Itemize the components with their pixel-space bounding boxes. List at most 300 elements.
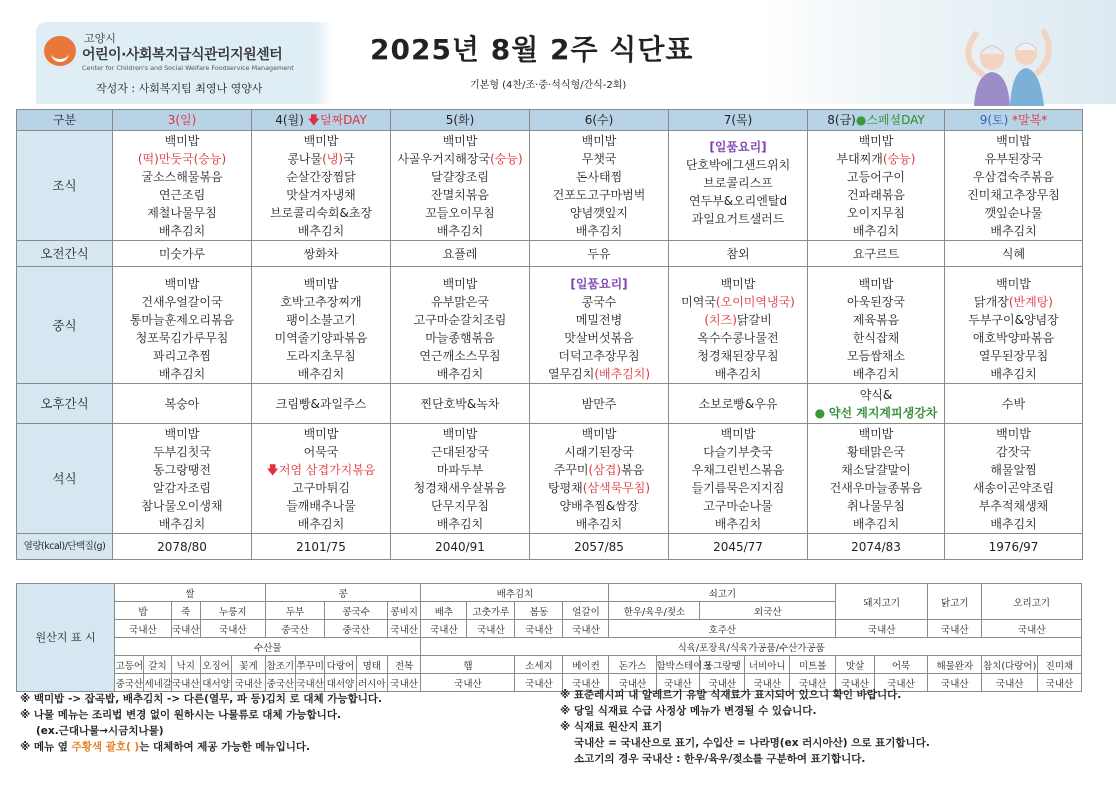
origin-value: 국내산 xyxy=(874,674,927,692)
origin-item: 고춧가루 xyxy=(467,602,515,620)
day-header xyxy=(669,110,808,131)
origin-row-5 xyxy=(17,656,1082,674)
origin-value: 국내산 xyxy=(171,620,200,638)
menu-item: 건파래볶음 xyxy=(847,188,905,202)
origin-group: 쇠고기 xyxy=(609,584,836,602)
menu-item: 청경채새우살볶음 xyxy=(413,481,507,495)
menu-item: 백미밥 xyxy=(996,277,1031,291)
menu-item: 백미밥 xyxy=(996,427,1031,441)
pm-snack-row xyxy=(17,384,1083,424)
origin-value: 국내산 xyxy=(232,674,265,692)
origin-item: 너비아니 xyxy=(745,656,790,674)
menu-item: 어묵국 xyxy=(303,445,339,459)
note: (ex.근대나물→시금치나물) xyxy=(36,725,164,737)
origin-value: 국내산 xyxy=(836,620,928,638)
menu-item-text: 저염 삼겹가지볶음 xyxy=(278,463,376,477)
menu-cell xyxy=(669,424,808,534)
meal-label: 오후간식 xyxy=(17,384,113,424)
origin-group: 배추김치 xyxy=(421,584,609,602)
menu-item: 우채그린빈스볶음 xyxy=(691,463,785,477)
menu-item: 배추김치 xyxy=(158,517,206,531)
note-part: ※ 메뉴 옆 xyxy=(20,741,68,753)
origin-group: 오리고기 xyxy=(982,584,1082,620)
menu-item: 배추김치 xyxy=(575,517,623,531)
nutrition-cell: 2078/80 xyxy=(113,534,252,560)
origin-value: 중국산 xyxy=(325,620,388,638)
note xyxy=(20,739,550,755)
note: ※ 나물 메뉴는 조리법 변경 없이 원하시는 나물류로 대체 가능합니다. xyxy=(20,709,341,721)
origin-value: 국내산 xyxy=(387,620,420,638)
menu-item: 탕평채(삼색묵무침) xyxy=(547,481,651,495)
note-part: 는 대체하여 제공 가능한 메뉴입니다. xyxy=(139,741,310,753)
nutrition-cell: 2040/91 xyxy=(391,534,530,560)
menu-item: 백미밥 xyxy=(303,134,339,148)
menu-item-text: 닭갈비 xyxy=(736,313,772,327)
origin-item: 참조기 xyxy=(265,656,295,674)
day-label: 3(일) xyxy=(167,113,197,127)
menu-item: 과일요거트샐러드 xyxy=(691,212,785,226)
menu-item: 약식& xyxy=(859,387,893,402)
menu-alternative: (삼색묵무침) xyxy=(582,481,651,495)
origin-value: 국내산 xyxy=(1037,674,1081,692)
origin-row-4 xyxy=(17,638,1082,656)
origin-group: 식육/포장육/식육가공품/수산가공품 xyxy=(421,638,1082,656)
notes-left xyxy=(20,691,550,755)
menu-item xyxy=(669,311,807,329)
origin-group: 닭고기 xyxy=(928,584,982,620)
origin-item: 밥 xyxy=(115,602,171,620)
menu-item: 팽이소불고기 xyxy=(286,313,356,327)
menu-item: 통마늘훈제오리볶음 xyxy=(129,313,235,327)
menu-item: 단호박에그샌드위치 xyxy=(685,158,791,172)
menu-table xyxy=(16,109,1083,560)
meal-label: 조식 xyxy=(17,131,113,241)
menu-item: 콩국수 xyxy=(581,295,617,309)
note: ※ 식재료 원산지 표기 xyxy=(560,721,663,733)
menu-item: 돈사태찜 xyxy=(575,170,623,184)
origin-value: 대서양 xyxy=(200,674,231,692)
nutrition-cell: 2045/77 xyxy=(669,534,808,560)
origin-value: 국내산 xyxy=(656,674,700,692)
origin-group: 수산물 xyxy=(115,638,421,656)
menu-alternative: (오이미역냉국) xyxy=(715,295,795,309)
menu-item: 달걀장조림 xyxy=(431,170,489,184)
menu-cell xyxy=(669,267,808,384)
snack-cell xyxy=(808,384,945,424)
menu-item: 닭개장(반계탕) xyxy=(974,295,1053,309)
day-label: 8(금) xyxy=(827,113,856,127)
snack-cell: 두유 xyxy=(530,241,669,267)
am-snack-row xyxy=(17,241,1083,267)
day-header-row xyxy=(17,110,1083,131)
origin-item: 배추 xyxy=(421,602,467,620)
menu-cell xyxy=(945,267,1083,384)
origin-value: 중국산 xyxy=(115,674,144,692)
snack-cell: 수박 xyxy=(945,384,1083,424)
menu-item: 배추김치 xyxy=(297,517,345,531)
origin-item: 고등어 xyxy=(115,656,144,674)
menu-alternative: (숭늉) xyxy=(490,152,523,166)
menu-alternative: (치즈) xyxy=(704,313,737,327)
origin-value: 국내산 xyxy=(421,674,515,692)
leaf-icon: ● xyxy=(855,113,867,127)
menu-cell xyxy=(808,267,945,384)
origin-item: 얼갈이 xyxy=(563,602,609,620)
menu-alternative: (숭늉) xyxy=(882,152,916,166)
menu-item: 새송이곤약조림 xyxy=(972,481,1055,495)
logo-fade xyxy=(314,22,334,104)
origin-item: 봄동 xyxy=(515,602,563,620)
menu-item: 마파두부 xyxy=(436,463,484,477)
menu-item: 청경채된장무침 xyxy=(697,349,779,363)
menu-item: 연두부&오리엔탈d xyxy=(688,194,788,208)
menu-cell xyxy=(113,424,252,534)
menu-cell xyxy=(391,424,530,534)
origin-item: 전복 xyxy=(387,656,420,674)
origin-value: 국내산 xyxy=(790,674,836,692)
arrow-down-icon: 🡇 xyxy=(266,463,279,477)
menu-item: 맛살겨자냉채 xyxy=(286,188,356,202)
menu-item: 황태맑은국 xyxy=(847,445,905,459)
origin-item: 어묵 xyxy=(874,656,927,674)
nutrition-cell: 1976/97 xyxy=(945,534,1083,560)
menu-item: 배추김치 xyxy=(158,224,206,238)
origin-group: 콩 xyxy=(265,584,421,602)
origin-item: 콩비지 xyxy=(387,602,420,620)
menu-item: 고구마튀김 xyxy=(292,481,350,495)
menu-item: 무챗국 xyxy=(581,152,617,166)
menu-alternative: (반계탕) xyxy=(1008,295,1053,309)
origin-value: 국내산 xyxy=(421,620,467,638)
nutrition-cell: 2101/75 xyxy=(252,534,391,560)
menu-item: 배추김치 xyxy=(297,224,345,238)
menu-cell xyxy=(530,131,669,241)
menu-item: 양념깻잎지 xyxy=(570,206,628,220)
menu-item: 부추적채생채 xyxy=(978,499,1049,513)
menu-cell xyxy=(945,424,1083,534)
menu-item: 순살간장찜닭 xyxy=(286,170,356,184)
menu-item: 한식잡채 xyxy=(852,331,900,345)
origin-item: 진미채 xyxy=(1037,656,1081,674)
menu-item: 알감자조림 xyxy=(153,481,211,495)
menu-item: 제육볶음 xyxy=(852,313,900,327)
origin-value: 중국산 xyxy=(265,620,325,638)
menu-item: 더덕고추장무침 xyxy=(558,349,640,363)
origin-item: 쭈꾸미 xyxy=(295,656,324,674)
menu-item: 근대된장국 xyxy=(431,445,489,459)
menu-item: 사골우거지해장국(숭늉) xyxy=(397,152,523,166)
menu-alternative: (떡)만둣국(숭늉) xyxy=(137,152,227,166)
menu-item: 브로콜리숙회&초장 xyxy=(269,206,373,220)
menu-item xyxy=(252,461,390,479)
menu-item: 배추김치 xyxy=(990,367,1037,381)
origin-value: 국내산 xyxy=(745,674,790,692)
origin-item: 콩국수 xyxy=(325,602,388,620)
menu-item xyxy=(808,404,944,422)
menu-item: 꼬들오이무침 xyxy=(425,206,495,220)
leaf-icon: ● xyxy=(814,405,829,420)
snack-cell: 소보로빵&우유 xyxy=(669,384,808,424)
breakfast-row xyxy=(17,131,1083,241)
origin-value: 호주산 xyxy=(609,620,836,638)
menu-alternative: (배추김치) xyxy=(594,367,651,381)
menu-item: 연근깨소스무침 xyxy=(419,349,501,363)
menu-item: 백미밥 xyxy=(858,427,894,441)
menu-item: 오이지무침 xyxy=(847,206,905,220)
day-header xyxy=(252,110,391,131)
menu-cell xyxy=(252,131,391,241)
day-theme: 스페셜DAY xyxy=(866,113,925,127)
menu-item: 배추김치 xyxy=(990,517,1037,531)
menu-item: 백미밥 xyxy=(996,134,1031,148)
menu-item: 아욱된장국 xyxy=(847,295,905,309)
menu-item xyxy=(113,150,251,168)
day-header xyxy=(530,110,669,131)
menu-item: 브로콜리스프 xyxy=(703,176,773,190)
menu-item: 콩나물(냉)국 xyxy=(287,152,355,166)
day-label: 6(수) xyxy=(584,113,614,127)
menu-item-text: 볶음 xyxy=(621,463,645,477)
menu-item: 두부김칫국 xyxy=(153,445,211,459)
menu-item: 주꾸미(삼겹)볶음 xyxy=(553,463,645,477)
origin-item: 해물완자 xyxy=(928,656,982,674)
note: ※ 당일 식재료 수급 사정상 메뉴가 변경될 수 있습니다. xyxy=(560,705,817,717)
menu-item: 두부구이&양념장 xyxy=(968,313,1059,327)
origin-value: 국내산 xyxy=(387,674,420,692)
origin-item: 함박스테이크 xyxy=(656,656,700,674)
menu-item: [일품요리] xyxy=(709,140,767,154)
origin-table xyxy=(16,583,1082,692)
menu-item: 백미밥 xyxy=(858,134,894,148)
notes-right xyxy=(560,687,1100,767)
menu-cell xyxy=(530,267,669,384)
menu-item: 들깨배추나물 xyxy=(286,499,356,513)
origin-item: 다랑어 xyxy=(325,656,356,674)
nutrition-label: 열량(kcal)/단백질(g) xyxy=(17,534,113,560)
origin-value: 국내산 xyxy=(171,674,200,692)
menu-item: 제철나물무침 xyxy=(147,206,217,220)
menu-item: 깻잎순나물 xyxy=(984,206,1043,220)
menu-item: 백미밥 xyxy=(303,277,339,291)
menu-item: 호박고추장찌개 xyxy=(280,295,362,309)
menu-item: 단무지무침 xyxy=(431,499,489,513)
menu-cell xyxy=(113,131,252,241)
menu-item: 미역줄기양파볶음 xyxy=(274,331,368,345)
origin-value: 세네갈 xyxy=(144,674,171,692)
origin-item: 돈가스 xyxy=(609,656,656,674)
snack-cell: 복숭아 xyxy=(113,384,252,424)
origin-value: 국내산 xyxy=(563,674,609,692)
origin-value: 국내산 xyxy=(563,620,609,638)
menu-cell xyxy=(530,424,669,534)
lunch-row xyxy=(17,267,1083,384)
origin-group: 돼지고기 xyxy=(836,584,928,620)
menu-item: 백미밥 xyxy=(442,134,478,148)
menu-item: 백미밥 xyxy=(858,277,894,291)
origin-label: 원산지 표 시 xyxy=(17,584,115,692)
snack-cell: 미숫가루 xyxy=(113,241,252,267)
origin-value: 러시아 xyxy=(356,674,387,692)
day-label: 9(토) xyxy=(979,113,1009,127)
snack-cell: 쌍화차 xyxy=(252,241,391,267)
menu-item: 백미밥 xyxy=(720,427,756,441)
menu-item: 백미밥 xyxy=(720,277,756,291)
menu-item: 다슬기부춧국 xyxy=(703,445,773,459)
logo-panel xyxy=(36,22,314,104)
menu-item: 배추김치 xyxy=(990,224,1037,238)
menu-item: 진미채고추장무침 xyxy=(967,188,1060,202)
dinner-row xyxy=(17,424,1083,534)
nutrition-cell: 2074/83 xyxy=(808,534,945,560)
snack-cell: 찐단호박&녹차 xyxy=(391,384,530,424)
origin-row-1 xyxy=(17,584,1082,602)
menu-cell xyxy=(808,424,945,534)
menu-item: 열무김치(배추김치) xyxy=(547,367,651,381)
origin-item: 낙지 xyxy=(171,656,200,674)
origin-item: 동그랑땡 xyxy=(700,656,745,674)
menu-item: 배추김치 xyxy=(852,224,900,238)
note: ※ 백미밥 -> 잡곡밥, 배추김치 -> 다른(열무, 파 등)김치 로 대체 가능합니다. xyxy=(20,693,383,705)
nutrition-cell: 2057/85 xyxy=(530,534,669,560)
day-label: 4(월) xyxy=(275,113,304,127)
day-theme: 덜짜DAY xyxy=(319,113,367,127)
origin-value: 국내산 xyxy=(515,620,563,638)
snack-cell: 요구르트 xyxy=(808,241,945,267)
logo-center-name: 어린이·사회복지급식관리지원센터 xyxy=(82,47,283,63)
menu-item: 잔멸치볶음 xyxy=(431,188,489,202)
menu-item: 도라지초무침 xyxy=(286,349,356,363)
day-label: 5(화) xyxy=(445,113,475,127)
note-highlight: 주황색 괄호( ) xyxy=(71,741,140,753)
menu-item: 맛살버섯볶음 xyxy=(564,331,634,345)
origin-value: 국내산 xyxy=(609,674,656,692)
origin-item: 맛살 xyxy=(836,656,875,674)
menu-item: 배추김치 xyxy=(436,224,484,238)
menu-item: 부대찌개(숭늉) xyxy=(836,152,916,166)
menu-item: 청포묵김가루무침 xyxy=(135,331,229,345)
menu-item: 고구마순갈치조림 xyxy=(413,313,507,327)
menu-item: 고구마순나물 xyxy=(703,499,773,513)
snack-cell: 요플레 xyxy=(391,241,530,267)
origin-item: 두부 xyxy=(265,602,325,620)
menu-item: 배추김치 xyxy=(297,367,345,381)
logo-center-english: Center for Children's and Social Welfare Foodservice Management xyxy=(82,64,294,72)
origin-item: 소세지 xyxy=(515,656,563,674)
menu-item: 우삼겹숙주볶음 xyxy=(972,170,1055,184)
menu-item: 건포도고구마범벅 xyxy=(552,188,646,202)
menu-item: 채소달걀말이 xyxy=(841,463,911,477)
origin-item: 꽃게 xyxy=(232,656,265,674)
origin-item: 한우/육우/젖소 xyxy=(609,602,700,620)
menu-item: 백미밥 xyxy=(164,427,200,441)
origin-item: 오징어 xyxy=(200,656,231,674)
snack-cell: 밤만주 xyxy=(530,384,669,424)
menu-item: 옥수수콩나물전 xyxy=(697,331,779,345)
origin-item: 햄 xyxy=(421,656,515,674)
author: 작성자 : 사회복지팀 최영나 영양사 xyxy=(96,82,263,95)
menu-item: 해물알찜 xyxy=(990,463,1037,477)
menu-item: 애호박양파볶음 xyxy=(972,331,1055,345)
menu-item: 배추김치 xyxy=(852,517,900,531)
origin-item: 외국산 xyxy=(700,602,836,620)
nutrition-row xyxy=(17,534,1083,560)
menu-item: 양배추찜&쌈장 xyxy=(559,499,639,513)
menu-item: 연근조림 xyxy=(158,188,206,202)
menu-item: 열무된장무침 xyxy=(978,349,1049,363)
menu-item: 배추김치 xyxy=(852,367,900,381)
menu-item: [일품요리] xyxy=(570,277,628,291)
menu-cell xyxy=(113,267,252,384)
menu-item: 배추김치 xyxy=(575,224,623,238)
menu-item: 백미밥 xyxy=(164,277,200,291)
menu-item: 들기름묵은지지짐 xyxy=(691,481,785,495)
day-header xyxy=(391,110,530,131)
elderly-couple-icon xyxy=(952,28,1062,106)
origin-item: 참치(다랑어) xyxy=(982,656,1037,674)
smile-logo-icon xyxy=(44,36,76,66)
page-title: 2025년 8월 2주 식단표 xyxy=(370,33,694,66)
origin-value: 대서양 xyxy=(325,674,356,692)
origin-value: 국내산 xyxy=(115,620,171,638)
meal-label: 오전간식 xyxy=(17,241,113,267)
menu-cell xyxy=(391,267,530,384)
menu-item: 유부맑은국 xyxy=(431,295,489,309)
menu-item: 건새우얼갈이국 xyxy=(141,295,223,309)
menu-item: 백미밥 xyxy=(581,427,617,441)
meal-label: 중식 xyxy=(17,267,113,384)
menu-item: 백미밥 xyxy=(164,134,200,148)
origin-row-3 xyxy=(17,620,1082,638)
menu-cell xyxy=(669,131,808,241)
day-header xyxy=(945,110,1083,131)
menu-item: 모듬쌈채소 xyxy=(847,349,905,363)
origin-group: 쌀 xyxy=(115,584,265,602)
menu-item: 배추김치 xyxy=(714,517,762,531)
menu-item: 배추김치 xyxy=(436,367,484,381)
day-header xyxy=(113,110,252,131)
logo-city: 고양시 xyxy=(84,32,116,45)
origin-value: 국내산 xyxy=(982,674,1037,692)
day-label: 7(목) xyxy=(723,113,753,127)
origin-value: 국내산 xyxy=(467,620,515,638)
menu-cell xyxy=(808,131,945,241)
note: 국내산 = 국내산으로 표기, 수입산 = 나라명(ex 러시아산) 으로 표기합니다. xyxy=(574,737,930,749)
menu-item: 굴소스해물볶음 xyxy=(141,170,223,184)
snack-cell: 크림빵&과일주스 xyxy=(252,384,391,424)
note: 소고기의 경우 국내산 : 한우/육우/젖소를 구분하여 표기합니다. xyxy=(574,753,866,765)
origin-value: 국내산 xyxy=(982,620,1082,638)
origin-value: 중국산 xyxy=(265,674,295,692)
menu-item: 배추김치 xyxy=(714,367,762,381)
menu-alternative: (삼겹) xyxy=(588,463,622,477)
origin-value: 국내산 xyxy=(515,674,563,692)
menu-item: 메밀전병 xyxy=(575,313,623,327)
origin-value: 국내산 xyxy=(836,674,875,692)
note: ※ 표준레시피 내 알레르기 유발 식재료가 표시되어 있으니 확인 바랍니다. xyxy=(560,689,902,701)
header-decoration xyxy=(760,0,1116,104)
menu-item: 미역국(오이미역냉국) xyxy=(681,295,795,309)
corner-label: 구분 xyxy=(17,110,113,131)
snack-cell: 참외 xyxy=(669,241,808,267)
menu-item: 감잣국 xyxy=(996,445,1031,459)
meal-label: 석식 xyxy=(17,424,113,534)
day-theme: *말복* xyxy=(1012,113,1048,127)
menu-item: 동그랑땡전 xyxy=(153,463,211,477)
menu-cell xyxy=(945,131,1083,241)
origin-item: 명태 xyxy=(356,656,387,674)
menu-item: 시래기된장국 xyxy=(564,445,634,459)
origin-item: 죽 xyxy=(171,602,200,620)
